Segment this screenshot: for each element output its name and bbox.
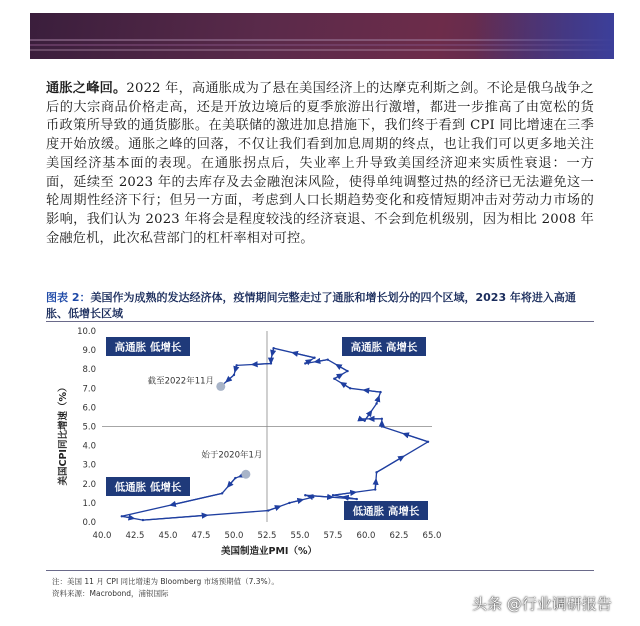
quadrant-label: 低通胀 低增长 bbox=[114, 481, 182, 494]
data-point bbox=[233, 374, 235, 376]
data-point bbox=[381, 418, 383, 420]
path-arrow bbox=[268, 507, 279, 511]
start-marker bbox=[241, 470, 250, 479]
y-tick-label: 9.0 bbox=[82, 346, 96, 357]
data-point bbox=[363, 420, 365, 422]
path-arrow bbox=[342, 384, 350, 389]
data-point bbox=[312, 496, 314, 498]
footnote-source: 资料来源：Macrobond，浦银国际 bbox=[52, 589, 169, 598]
footnotes bbox=[52, 576, 279, 600]
path-arrow bbox=[405, 434, 428, 442]
figure-caption bbox=[46, 290, 594, 322]
x-tick-label: 42.5 bbox=[125, 531, 145, 541]
x-tick-label: 47.5 bbox=[191, 531, 211, 541]
data-point bbox=[427, 441, 429, 443]
data-point bbox=[381, 425, 383, 427]
y-tick-label: 6.0 bbox=[82, 403, 96, 414]
y-tick-label: 0.0 bbox=[82, 518, 96, 528]
quadrant-label: 高通胀 高增长 bbox=[350, 341, 418, 354]
x-axis-label: 美国制造业PMI（%） bbox=[221, 546, 317, 557]
path-arrow bbox=[377, 457, 403, 472]
path-arrow bbox=[317, 360, 328, 362]
x-tick-label: 57.5 bbox=[323, 531, 343, 541]
figure-tag: 图表 2： bbox=[46, 291, 91, 304]
body-paragraph bbox=[46, 80, 594, 248]
data-point bbox=[270, 362, 272, 364]
path-arrow bbox=[333, 492, 354, 495]
data-point bbox=[272, 347, 274, 349]
x-tick-label: 40.0 bbox=[92, 531, 112, 541]
data-point bbox=[349, 387, 351, 389]
path-arrow bbox=[229, 478, 236, 486]
figure-title: 美国作为成熟的发达经济体，疫情期间完整走过了通胀和增长划分的四个区域，2023 年将进入高通胀、低增长区域 bbox=[46, 291, 576, 320]
data-point bbox=[313, 357, 315, 359]
data-point bbox=[346, 370, 348, 372]
data-point bbox=[304, 362, 306, 364]
data-point bbox=[332, 494, 334, 496]
y-tick-label: 10.0 bbox=[77, 327, 96, 337]
y-tick-label: 2.0 bbox=[82, 479, 96, 490]
footnote-note: 注：美国 11 月 CPI 同比增速为 Bloomberg 市场预期值（7.3%）。 bbox=[52, 577, 279, 586]
path-arrow bbox=[294, 353, 314, 358]
header-banner bbox=[30, 13, 614, 59]
start-annotation: 始于2020年1月 bbox=[201, 450, 263, 461]
data-point bbox=[356, 498, 358, 500]
x-tick-label: 55.0 bbox=[290, 531, 310, 541]
data-point bbox=[327, 358, 329, 360]
data-point bbox=[121, 515, 123, 517]
x-tick-label: 45.0 bbox=[158, 531, 178, 541]
y-tick-label: 1.0 bbox=[82, 498, 96, 509]
path-arrow bbox=[143, 515, 206, 520]
quadrant-label: 低通胀 高增长 bbox=[352, 505, 420, 518]
path-arrow bbox=[227, 375, 234, 381]
data-point bbox=[304, 494, 306, 496]
data-point bbox=[288, 502, 290, 504]
data-point bbox=[235, 364, 237, 366]
data-point bbox=[270, 358, 272, 360]
end-annotation: 截至2022年11月 bbox=[147, 376, 215, 387]
path-arrow bbox=[122, 516, 133, 518]
cpi-pmi-chart bbox=[46, 322, 594, 568]
data-point bbox=[142, 519, 144, 521]
path-arrow bbox=[338, 365, 348, 371]
path-arrow bbox=[289, 500, 301, 503]
x-tick-label: 60.0 bbox=[356, 531, 376, 541]
path-arrow bbox=[365, 390, 380, 392]
y-axis-label: 美国CPI同比增速（%） bbox=[58, 382, 69, 486]
x-tick-label: 52.5 bbox=[257, 531, 277, 541]
x-tick-label: 50.0 bbox=[224, 531, 244, 541]
quadrant-label: 高通胀 低增长 bbox=[114, 341, 182, 354]
path-arrow bbox=[254, 363, 271, 364]
data-point bbox=[234, 477, 236, 479]
data-point bbox=[374, 488, 376, 490]
data-point bbox=[267, 509, 269, 511]
paragraph-lead: 通胀之峰回。 bbox=[46, 81, 127, 96]
paragraph-body: 2022 年，高通胀成为了悬在美国经济上的达摩克利斯之剑。不论是俄乌战争之后的大宗商品价格走高，还是开放边境后的夏季旅游出行激增，都进一步推高了由宽松的货币政策所导致的通货膨胀。在美联储的激进加息措施下，我们终于看到 CPI 同比增速在三季度开始放缓。通胀之峰的回落，不仅让我们看到加息周期的终点，也让我们可以更多地关注美国经济基本面的表现。在通胀拐点后，失业率上升导致美国经济迎来实质性衰退：一方面，延续至 2023 年的去库存及去金融泡沫风险，使得单纯调整过热的经济已无法避免这一轮周期性经济下行；但另一方面，考虑到人口长期趋势变化和疫情短期冲击对劳动力市场的影响，我们认为 2023 年将会是程度较浅的经济衰退、不会到危机级别，因为相比 2008 年金融危机，此次私营部门的杠杆率相对可控。 bbox=[46, 81, 594, 246]
y-tick-label: 4.0 bbox=[82, 441, 96, 452]
y-tick-label: 3.0 bbox=[82, 460, 96, 471]
watermark: 头条 @行业调研报告 bbox=[472, 595, 612, 613]
figure-bottom-rule bbox=[46, 570, 594, 571]
x-tick-label: 65.0 bbox=[422, 531, 442, 541]
y-tick-label: 7.0 bbox=[82, 384, 96, 395]
x-tick-label: 62.5 bbox=[389, 531, 409, 541]
data-point bbox=[333, 378, 335, 380]
data-point bbox=[375, 402, 377, 404]
path-arrow bbox=[375, 481, 376, 490]
data-point bbox=[375, 471, 377, 473]
y-tick-label: 8.0 bbox=[82, 365, 96, 376]
data-point bbox=[221, 492, 223, 494]
y-tick-label: 5.0 bbox=[82, 422, 96, 433]
end-marker bbox=[216, 382, 225, 391]
data-point bbox=[358, 418, 360, 420]
data-point bbox=[379, 391, 381, 393]
